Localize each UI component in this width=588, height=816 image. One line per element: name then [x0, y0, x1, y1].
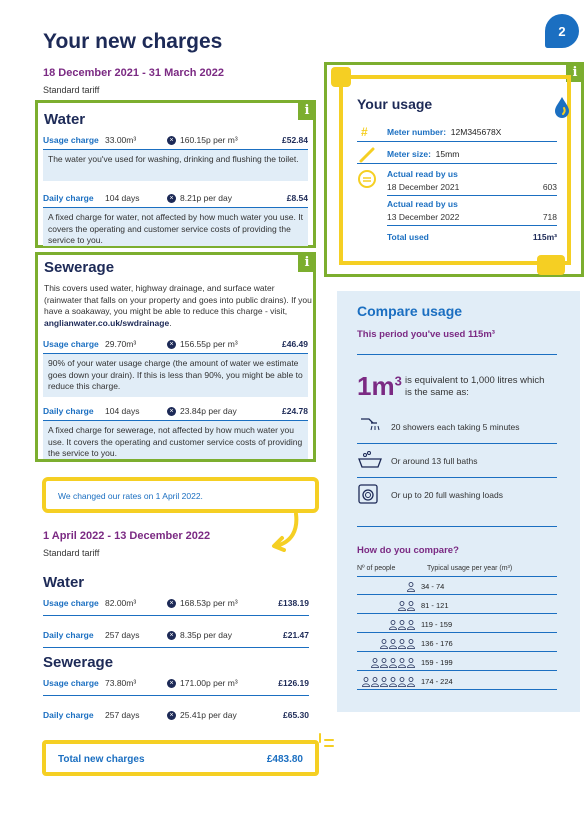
usage-quantity: 82.00m³ [105, 598, 137, 608]
read1-date: 18 December 2021 [387, 182, 460, 192]
daily-quantity: 257 days [105, 710, 140, 720]
sewerage2-usage-row [43, 676, 309, 690]
washing-machine-icon [357, 483, 379, 505]
sewerage-daily-row [43, 404, 308, 418]
divider [357, 354, 557, 355]
info-icon[interactable]: i [566, 62, 584, 82]
sparkle-decoration-icon [318, 730, 340, 752]
daily-charge-label: Daily charge [43, 630, 94, 640]
your-usage-box [324, 62, 584, 277]
meter-number: 12M345678X [450, 127, 502, 137]
meter-number-label: Meter number: [387, 127, 447, 137]
col-people-header: Nº of people [357, 565, 396, 572]
usage-range: 34 - 74 [421, 582, 445, 591]
divider [357, 443, 557, 444]
period2-dates: 1 April 2022 - 13 December 2022 [43, 530, 211, 542]
daily-charge-label: Daily charge [43, 710, 94, 720]
page-title: Your new charges [43, 30, 223, 53]
daily-rate: × 23.84p per day [167, 406, 282, 416]
meter-size-row [387, 149, 459, 159]
usage-quantity: 73.80m³ [105, 678, 137, 688]
rate-change-text: We changed our rates on 1 April 2022. [58, 491, 203, 501]
table-row [357, 579, 557, 595]
usage-charge-label: Usage charge [43, 135, 99, 145]
read1-value: 603 [542, 182, 557, 192]
equivalent-item-3: Or up to 20 full washing loads [391, 490, 503, 500]
water-daily-description: A fixed charge for water, not affected by how much water you use. It covers the operating and customer service costs of providing the service to you. [43, 207, 308, 246]
people-icon [357, 620, 421, 630]
row-divider [43, 647, 309, 648]
usage-charge-label: Usage charge [43, 339, 99, 349]
row-divider [387, 195, 557, 196]
sewerage-title-2: Sewerage [43, 654, 114, 671]
water-daily-row [43, 191, 308, 205]
total-amount: £483.80 [266, 754, 303, 765]
daily-amount: £65.30 [283, 710, 309, 720]
bath-icon [357, 449, 383, 471]
usage-rate: × 160.15p per m³ [167, 135, 282, 145]
water-usage-description: The water you've used for washing, drinking and flushing the toilet. [43, 149, 308, 181]
ruler-icon [359, 147, 375, 163]
daily-rate: × 8.21p per day [167, 193, 287, 203]
multiply-icon: × [167, 711, 176, 720]
curved-arrow-icon [268, 512, 302, 552]
divider [357, 576, 557, 577]
equivalent-text: is equivalent to 1,000 litres which is the same as: [405, 375, 545, 398]
compare-subtitle: This period you've used 115m³ [357, 329, 495, 340]
usage-amount: £126.19 [278, 678, 309, 688]
water2-daily-row [43, 628, 309, 642]
compare-usage-panel [337, 291, 580, 712]
multiply-icon: × [167, 631, 176, 640]
info-icon[interactable]: i [298, 252, 316, 272]
total-box [42, 740, 319, 776]
daily-amount: £21.47 [283, 630, 309, 640]
water-drop-icon [551, 95, 573, 119]
usage-rate: × 156.55p per m³ [167, 339, 282, 349]
read2-value: 718 [542, 212, 557, 222]
multiply-icon: × [167, 136, 176, 145]
usage-range: 119 - 159 [421, 620, 453, 629]
multiply-icon: × [167, 599, 176, 608]
divider [357, 526, 557, 527]
people-icon [357, 658, 421, 668]
col-usage-header: Typical usage per year (m³) [427, 565, 513, 572]
daily-amount: £24.78 [282, 406, 308, 416]
row-divider [387, 225, 557, 226]
daily-amount: £8.54 [286, 193, 308, 203]
meter-icon [357, 169, 377, 189]
daily-rate: × 8.35p per day [167, 630, 283, 640]
soakaway-link[interactable]: anglianwater.co.uk/swdrainage [44, 317, 170, 328]
info-icon[interactable]: i [298, 100, 316, 120]
usage-amount: £52.84 [282, 135, 308, 145]
period2-tariff: Standard tariff [43, 548, 100, 558]
equivalent-item-2: Or around 13 full baths [391, 456, 478, 466]
rate-change-notice [42, 477, 319, 513]
table-row [357, 636, 557, 652]
sewerage2-daily-row [43, 708, 309, 722]
usage-amount: £138.19 [278, 598, 309, 608]
usage-quantity: 33.00m³ [105, 135, 137, 145]
sewerage-daily-description: A fixed charge for sewerage, not affected by how much water you use. It covers the operating and customer service costs of providing the service to you. [43, 420, 308, 459]
usage-quantity: 29.70m³ [105, 339, 137, 349]
water-usage-row [43, 133, 308, 147]
daily-charge-label: Daily charge [43, 193, 94, 203]
page-number-badge: 2 [545, 14, 579, 48]
period1-dates: 18 December 2021 - 31 March 2022 [43, 67, 225, 79]
water-title: Water [44, 111, 86, 128]
sewerage-usage-description: 90% of your water usage charge (the amount of water we estimate goes down your drain). If this is less than 90%, you might be able to reduce this charge. [43, 353, 308, 397]
your-usage-title: Your usage [357, 96, 433, 112]
usage-charge-label: Usage charge [43, 678, 99, 688]
meter-size-label: Meter size: [387, 149, 431, 159]
daily-charge-label: Daily charge [43, 406, 94, 416]
usage-range: 159 - 199 [421, 658, 453, 667]
total-used-value: 115m³ [532, 232, 557, 242]
multiply-icon: × [167, 194, 176, 203]
daily-quantity: 104 days [105, 406, 140, 416]
equivalent-item-1: 20 showers each taking 5 minutes [391, 422, 520, 432]
multiply-icon: × [167, 407, 176, 416]
usage-rate: × 168.53p per m³ [167, 598, 278, 608]
sewerage-title: Sewerage [44, 259, 115, 276]
read2-label: Actual read by us [387, 199, 458, 209]
water-section-box [35, 100, 316, 248]
people-icon [357, 677, 421, 687]
people-icon [357, 639, 421, 649]
row-divider [357, 163, 557, 164]
divider [357, 477, 557, 478]
sewerage-usage-row [43, 337, 308, 351]
daily-quantity: 104 days [105, 193, 140, 203]
people-icon [357, 601, 421, 611]
multiply-icon: × [167, 340, 176, 349]
read1-label: Actual read by us [387, 169, 458, 179]
sewerage-intro: This covers used water, highway drainage, and surface water (rainwater that falls on your property and goes into public drains). If you have a soakaway, you might be able to reduce this charge - visit, anglianwater.co.uk/swdrainage. [44, 283, 312, 328]
meter-size: 15mm [435, 149, 460, 159]
total-label: Total new charges [58, 754, 145, 765]
how-compare-title: How do you compare? [357, 545, 459, 556]
shower-icon [357, 413, 381, 437]
table-row [357, 655, 557, 671]
row-divider [43, 615, 309, 616]
usage-charge-label: Usage charge [43, 598, 99, 608]
meter-number-row [387, 127, 501, 137]
table-row [357, 617, 557, 633]
table-row [357, 674, 557, 690]
row-divider [357, 141, 557, 142]
compare-title: Compare usage [357, 303, 463, 319]
water-title-2: Water [43, 574, 85, 591]
period2-charges [43, 574, 309, 734]
read2-date: 13 December 2022 [387, 212, 460, 222]
pipe-joint [331, 67, 351, 87]
usage-range: 174 - 224 [421, 677, 453, 686]
usage-range: 81 - 121 [421, 601, 449, 610]
usage-amount: £46.49 [282, 339, 308, 349]
usage-rate: × 171.00p per m³ [167, 678, 278, 688]
usage-range: 136 - 176 [421, 639, 453, 648]
water2-usage-row [43, 596, 309, 610]
pipe-joint [537, 255, 565, 275]
total-used-label: Total used [387, 232, 429, 242]
daily-rate: × 25.41p per day [167, 710, 283, 720]
one-cubic-metre: $1m^3$ [357, 371, 402, 401]
multiply-icon: × [167, 679, 176, 688]
daily-quantity: 257 days [105, 630, 140, 640]
period1-tariff: Standard tariff [43, 85, 100, 95]
people-icon [357, 582, 421, 592]
table-row [357, 598, 557, 614]
sewerage-section-box [35, 252, 316, 462]
hash-icon: # [361, 125, 368, 139]
row-divider [43, 695, 309, 696]
